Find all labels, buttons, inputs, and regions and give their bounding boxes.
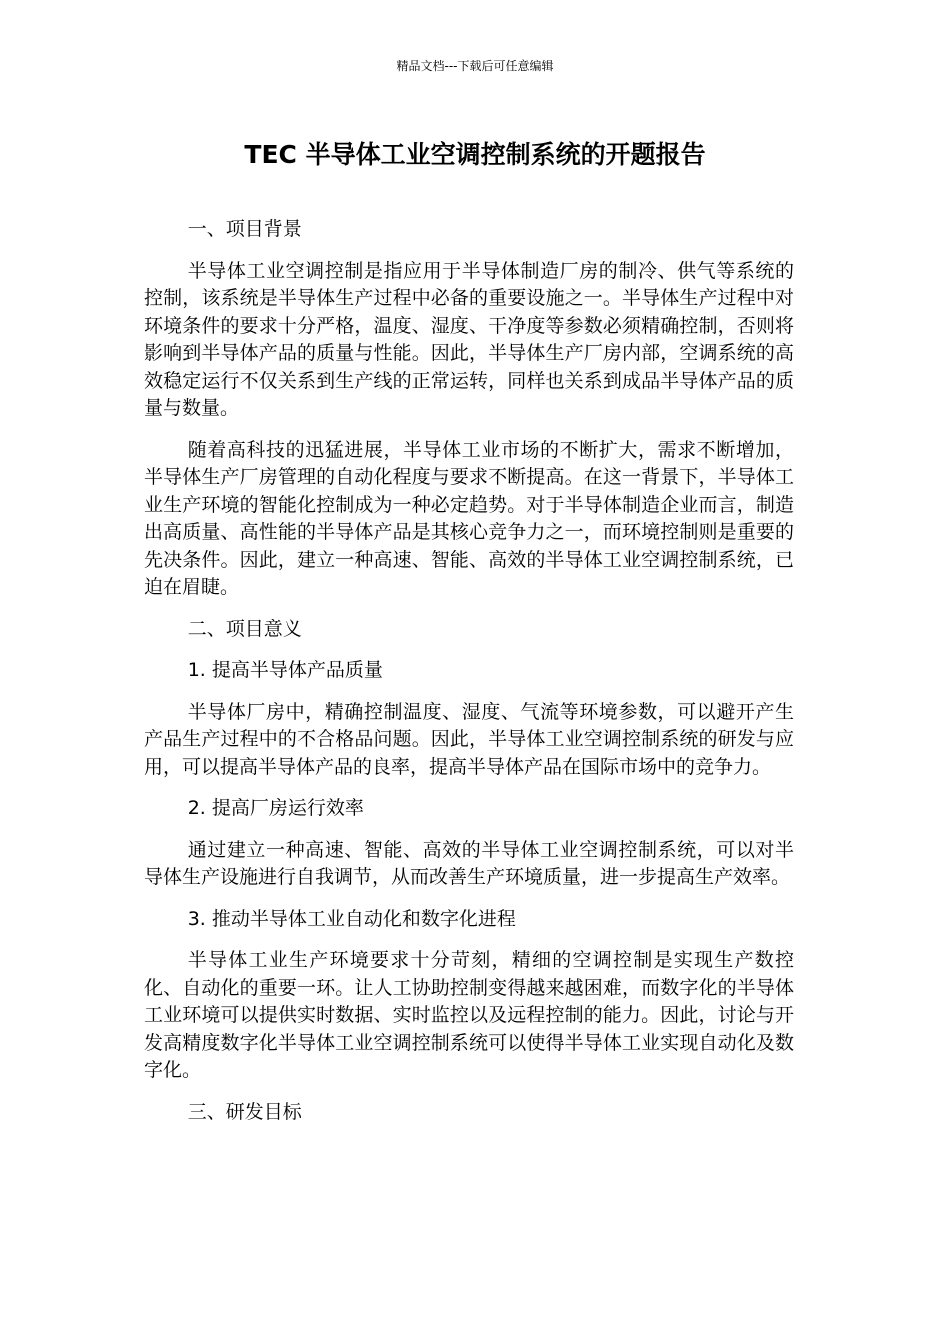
subheading-automation: 3. 推动半导体工业自动化和数字化进程 bbox=[187, 907, 516, 930]
header-note: 精品文档---下载后可任意编辑 bbox=[396, 59, 554, 73]
paragraph-plant-efficiency: 通过建立一种高速、智能、高效的半导体工业空调控制系统，可以对半导体生产设施进行自我调节，从而改善生产环境质量，进一步提高生产效率。 bbox=[144, 838, 794, 888]
document-title: TEC 半导体工业空调控制系统的开题报告 bbox=[244, 140, 706, 169]
paragraph-background-1: 半导体工业空调控制是指应用于半导体制造厂房的制冷、供气等系统的控制，该系统是半导体生产过程中必备的重要设施之一。半导体生产过程中对环境条件的要求十分严格，温度、湿度、干净度等参数必须精确控制，否则将影响到半导体产品的质量与性能。因此，半导体生产厂房内部，空调系统的高效稳定运行不仅关系到生产线的正常运转，同样也关系到成品半导体产品的质量与数量。 bbox=[144, 259, 794, 419]
subheading-product-quality: 1. 提高半导体产品质量 bbox=[187, 659, 383, 681]
paragraph-automation: 半导体工业生产环境要求十分苛刻，精细的空调控制是实现生产数控化、自动化的重要一环。让人工协助控制变得越来越困难，而数字化的半导体工业环境可以提供实时数据、实时监控以及远程控制的能力。因此，讨论与开发高精度数字化半导体工业空调控制系统可以使得半导体工业实现自动化及数字化。 bbox=[144, 949, 794, 1081]
section-heading-significance: 二、项目意义 bbox=[187, 617, 302, 640]
paragraph-background-2: 随着高科技的迅猛进展，半导体工业市场的不断扩大，需求不断增加，半导体生产厂房管理的自动化程度与要求不断提高。在这一背景下，半导体工业生产环境的智能化控制成为一种必定趋势。对于半导体制造企业而言，制造出高质量、高性能的半导体产品是其核心竞争力之一，而环境控制则是重要的先决条件。因此，建立一种高速、智能、高效的半导体工业空调控制系统，已迫在眉睫。 bbox=[144, 438, 794, 598]
section-heading-goals: 三、研发目标 bbox=[187, 1100, 302, 1123]
subheading-plant-efficiency: 2. 提高厂房运行效率 bbox=[187, 797, 364, 819]
paragraph-product-quality: 半导体厂房中，精确控制温度、湿度、气流等环境参数，可以避开产生产品生产过程中的不合格品问题。因此，半导体工业空调控制系统的研发与应用，可以提高半导体产品的良率，提高半导体产品在国际市场中的竞争力。 bbox=[144, 700, 794, 778]
section-heading-background: 一、项目背景 bbox=[187, 218, 302, 240]
document-body bbox=[144, 216, 794, 1140]
